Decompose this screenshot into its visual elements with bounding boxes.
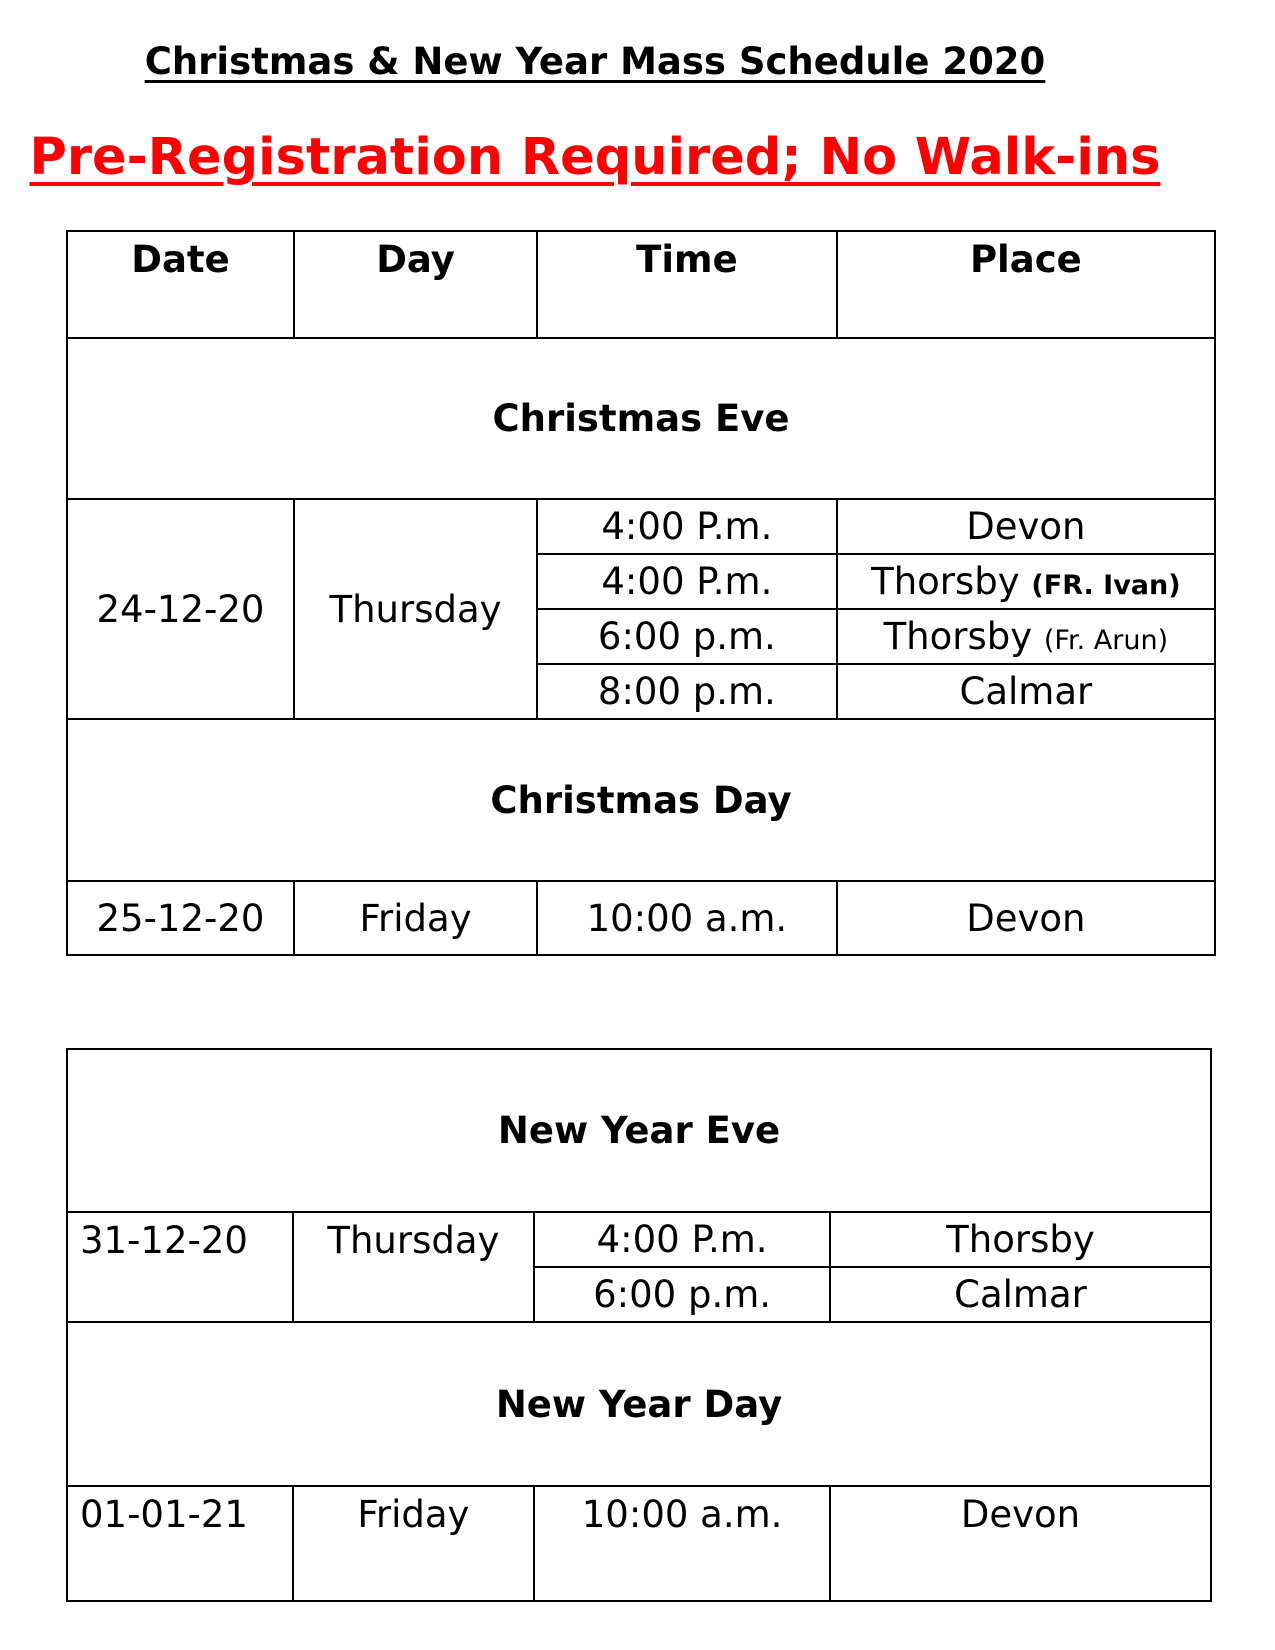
new-year-eve-day: Thursday <box>293 1212 535 1322</box>
new-year-day-day: Friday <box>293 1486 535 1601</box>
mass-time: 6:00 p.m. <box>537 609 837 664</box>
header-date: Date <box>67 231 294 338</box>
new-year-schedule-table <box>66 1048 1212 1602</box>
mass-time: 6:00 p.m. <box>534 1267 830 1322</box>
christmas-schedule-table <box>66 230 1216 956</box>
mass-time: 10:00 a.m. <box>537 881 837 955</box>
section-christmas-day: Christmas Day <box>67 719 1215 881</box>
mass-place <box>837 609 1215 664</box>
mass-place: Thorsby <box>830 1212 1211 1267</box>
mass-time: 10:00 a.m. <box>534 1486 830 1601</box>
christmas-eve-date: 24-12-20 <box>67 499 294 719</box>
section-row <box>67 338 1215 499</box>
section-christmas-eve: Christmas Eve <box>67 338 1215 499</box>
mass-time: 4:00 P.m. <box>537 554 837 609</box>
new-year-day-date: 01-01-21 <box>67 1486 293 1601</box>
header-time: Time <box>537 231 837 338</box>
document-title <box>0 40 1190 83</box>
registration-notice <box>0 128 1190 187</box>
header-day: Day <box>294 231 537 338</box>
christmas-day-day: Friday <box>294 881 537 955</box>
table-row <box>67 1212 1211 1267</box>
table-row <box>67 1486 1211 1601</box>
place-name: Thorsby <box>871 560 1020 603</box>
mass-place: Calmar <box>830 1267 1211 1322</box>
section-new-year-day: New Year Day <box>67 1322 1211 1486</box>
mass-time: 4:00 P.m. <box>534 1212 830 1267</box>
registration-notice-text: Pre-Registration Required; No Walk-ins <box>29 128 1161 187</box>
celebrant-note: (FR. Ivan) <box>1031 570 1181 601</box>
table-row <box>67 499 1215 554</box>
place-name: Devon <box>966 505 1086 548</box>
header-row <box>67 231 1215 338</box>
christmas-day-date: 25-12-20 <box>67 881 294 955</box>
mass-place <box>837 499 1215 554</box>
table-row <box>67 881 1215 955</box>
christmas-eve-day: Thursday <box>294 499 537 719</box>
place-name: Thorsby <box>883 615 1033 658</box>
mass-time: 4:00 P.m. <box>537 499 837 554</box>
section-row <box>67 1322 1211 1486</box>
section-row <box>67 719 1215 881</box>
mass-time: 8:00 p.m. <box>537 664 837 719</box>
mass-place <box>837 664 1215 719</box>
header-place: Place <box>837 231 1215 338</box>
mass-place <box>837 554 1215 609</box>
section-new-year-eve: New Year Eve <box>67 1049 1211 1212</box>
document-title-text: Christmas & New Year Mass Schedule 2020 <box>144 40 1046 83</box>
mass-place: Devon <box>837 881 1215 955</box>
new-year-eve-date: 31-12-20 <box>67 1212 293 1322</box>
place-name: Calmar <box>959 670 1093 713</box>
celebrant-note: (Fr. Arun) <box>1043 625 1169 656</box>
mass-place: Devon <box>830 1486 1211 1601</box>
section-row <box>67 1049 1211 1212</box>
